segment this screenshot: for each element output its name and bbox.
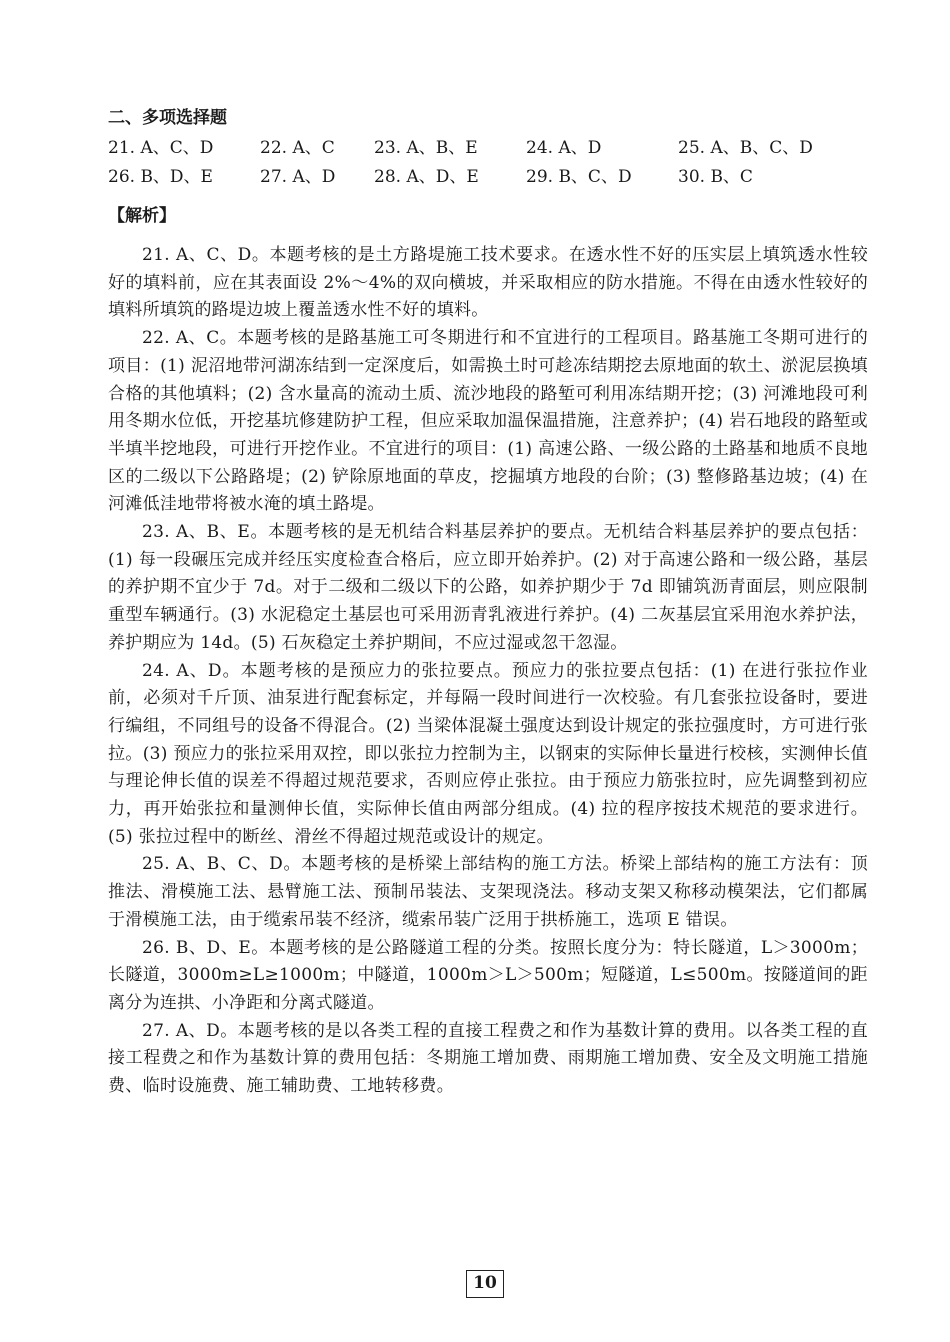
analysis-heading: 【解析】 xyxy=(108,206,176,226)
answer-item: 30. B、C xyxy=(678,167,753,187)
answer-item: 22. A、C xyxy=(260,138,335,158)
answer-item: 29. B、C、D xyxy=(526,167,632,187)
answer-item: 24. A、D xyxy=(526,138,602,158)
answer-item: 23. A、B、E xyxy=(374,138,478,158)
answer-row xyxy=(108,134,868,163)
page-number: 10 xyxy=(466,1270,504,1298)
analysis-paragraph: 22. A、C。本题考核的是路基施工可冬期进行和不宜进行的工程项目。路基施工冬期可进行的项目：(1) 泥沼地带河湖冻结到一定深度后，如需换土时可趁冻结期挖去原地面的软土、淤泥层换填合格的其他填料；(2) 含水量高的流动土质、流沙地段的路堑可利用冻结期开挖；(3) 河滩地段可利用冬期水位低，开挖基坑修建防护工程，但应采取加温保温措施，注意养护；(4) 岩石地段的路堑或半填半挖地段，可进行开挖作业。不宜进行的项目：(1) 高速公路、一级公路的土路基和地质不良地区的二级以下公路路堤；(2) 铲除原地面的草皮，挖掘填方地段的台阶；(3) 整修路基边坡；(4) 在河滩低洼地带将被水淹的填土路堤。 xyxy=(108,328,868,515)
document-page xyxy=(108,104,868,1101)
answer-item: 25. A、B、C、D xyxy=(678,138,813,158)
analysis-paragraph: 25. A、B、C、D。本题考核的是桥梁上部结构的施工方法。桥梁上部结构的施工方法有：顶推法、滑模施工法、悬臂施工法、预制吊装法、支架现浇法。移动支架又称移动模架法，它们都属于滑模施工法，由于缆索吊装不经济，缆索吊装广泛用于拱桥施工，选项 E 错误。 xyxy=(108,854,868,930)
answer-row xyxy=(108,163,868,192)
analysis-paragraph: 24. A、D。本题考核的是预应力的张拉要点。预应力的张拉要点包括：(1) 在进行张拉作业前，必须对千斤顶、油泵进行配套标定，并每隔一段时间进行一次校验。有几套张拉设备时，要进行编组，不同组号的设备不得混合。(2) 当梁体混凝土强度达到设计规定的张拉强度时，方可进行张拉。(3) 预应力的张拉采用双控，即以张拉力控制为主，以钢束的实际伸长量进行校核，实测伸长值与理论伸长值的误差不得超过规范要求，否则应停止张拉。由于预应力筋张拉时，应先调整到初应力，再开始张拉和量测伸长值，实际伸长值由两部分组成。(4) 拉的程序按技术规范的要求进行。(5) 张拉过程中的断丝、滑丝不得超过规范或设计的规定。 xyxy=(108,660,868,847)
answer-item: 27. A、D xyxy=(260,167,336,187)
analysis-paragraph: 21. A、C、D。本题考核的是土方路堤施工技术要求。在透水性不好的压实层上填筑透水性较好的填料前，应在其表面设 2%～4%的双向横坡，并采取相应的防水措施。不得在由透水性较好的填料所填筑的路堤边坡上覆盖透水性不好的填料。 xyxy=(108,245,868,321)
analysis-paragraph: 26. B、D、E。本题考核的是公路隧道工程的分类。按照长度分为：特长隧道，L＞3000m；长隧道，3000m≥L≥1000m；中隧道，1000m＞L＞500m；短隧道，L≤500m。按隧道间的距离分为连拱、小净距和分离式隧道。 xyxy=(108,937,868,1013)
answer-item: 26. B、D、E xyxy=(108,167,213,187)
section-title: 二、多项选择题 xyxy=(108,108,227,128)
analysis-paragraph: 23. A、B、E。本题考核的是无机结合料基层养护的要点。无机结合料基层养护的要点包括：(1) 每一段碾压完成并经压实度检查合格后，应立即开始养护。(2) 对于高速公路和一级公路，基层的养护期不宜少于 7d。对于二级和二级以下的公路，如养护期少于 7d 即铺筑沥青面层，则应限制重型车辆通行。(3) 水泥稳定土基层也可采用沥青乳液进行养护。(4) 二灰基层宜采用泡水养护法，养护期应为 14d。(5) 石灰稳定土养护期间，不应过湿或忽干忽湿。 xyxy=(108,522,868,653)
analysis-body xyxy=(108,242,868,1101)
answer-key xyxy=(108,134,868,192)
answer-item: 28. A、D、E xyxy=(374,167,479,187)
answer-item: 21. A、C、D xyxy=(108,138,214,158)
analysis-paragraph: 27. A、D。本题考核的是以各类工程的直接工程费之和作为基数计算的费用。以各类工程的直接工程费之和作为基数计算的费用包括：冬期施工增加费、雨期施工增加费、安全及文明施工措施费、临时设施费、施工辅助费、工地转移费。 xyxy=(108,1020,868,1097)
